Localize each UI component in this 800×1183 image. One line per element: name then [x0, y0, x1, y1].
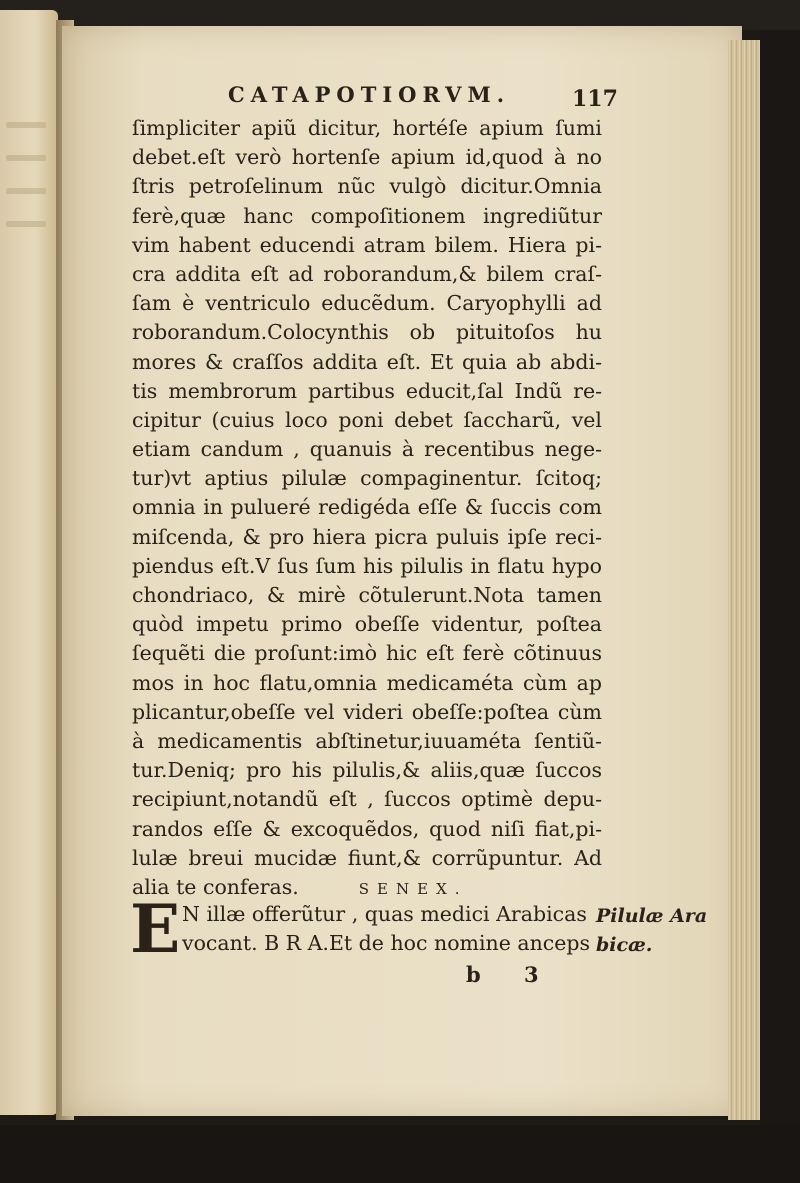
drop-capital: E: [130, 890, 181, 968]
text-line: à medicamentis abſtinetur,iuuaméta ſentiũ-: [132, 728, 602, 753]
text-line: vim habent educendi atram bilem. Hiera pi-: [132, 232, 602, 257]
text-line: vocant. B R A.Et de hoc nomine anceps: [182, 931, 591, 956]
text-line: miſcenda, & pro hiera picra puluis ipſe reci-: [132, 524, 602, 549]
text-line: debet.eſt verò hortenſe apium id,quod à no: [132, 145, 602, 170]
text-line: etiam candum , quanuis à recentibus nege-: [132, 437, 602, 462]
text-line: N illæ offerũtur , quas medici Arabicas: [182, 902, 587, 926]
text-line: ſtris petroſelinum nũc vulgò dicitur.Omnia: [132, 174, 602, 199]
second-paragraph: [182, 900, 602, 958]
text-line: quòd impetu primo obeſſe videntur, poſtea: [132, 612, 602, 637]
text-line: recipiunt,notandũ eſt , ſuccos optimè depu-: [132, 787, 602, 812]
text-line: lulæ breui mucidæ fiunt,& corrũpuntur. Ad: [132, 845, 602, 870]
text-line: ſimpliciter apiũ dicitur, hortéſe apium ſumi: [132, 116, 602, 140]
text-line: mos in hoc flatu,omnia medicaméta cùm ap: [132, 670, 602, 695]
text-line: randos eſſe & excoquẽdos, quod niſi fiat,pi-: [132, 816, 602, 841]
running-title: CATAPOTIORVM.: [228, 82, 511, 107]
text-line: tis membrorum partibus educit,ſal Indũ re-: [132, 378, 602, 403]
speaker-label: SENEX.: [358, 879, 468, 898]
text-line: roborandum.Colocynthis ob pituitoſos hu: [132, 320, 602, 345]
text-line: mores & craſſos addita eſt. Et quia ab abdi-: [132, 349, 602, 374]
page-number: 117: [572, 86, 618, 112]
text-line: plicantur,obeſſe vel videri obeſſe:poſtea cùm: [132, 699, 602, 724]
text-line: chondriaco, & mirè cõtulerunt.Nota tamen: [132, 583, 602, 607]
text-line: ferè,quæ hanc compoſitionem ingrediũtur: [132, 203, 602, 228]
text-line: ſequẽti die proſunt:imò hic eſt ferè cõtinuus: [132, 641, 602, 666]
marginal-note-line: Pilulæ Ara: [596, 905, 708, 927]
signature-mark: b 3: [466, 962, 557, 987]
closing-text: alia te conferas.: [132, 874, 299, 899]
closing-line: [132, 873, 602, 902]
text-line: ſam è ventriculo educẽdum. Caryophylli ad: [132, 291, 602, 316]
marginal-note: [596, 902, 707, 960]
body-paragraph: [132, 114, 602, 902]
text-line: tur)vt aptius pilulæ compaginentur. ſcitoq;: [132, 466, 602, 491]
text-line: tur.Deniq; pro his pilulis,& aliis,quæ ſuccos: [132, 758, 602, 783]
marginal-note-line: bicæ.: [596, 934, 653, 956]
text-line: piendus eſt.V ſus ſum his pilulis in flatu hypo: [132, 553, 602, 578]
text-line: omnia in pulueré redigéda eſſe & ſuccis com: [132, 495, 602, 520]
text-line: cra addita eſt ad roborandum,& bilem craſ-: [132, 261, 602, 286]
text-line: cipitur (cuius loco poni debet ſaccharũ, vel: [132, 407, 602, 432]
